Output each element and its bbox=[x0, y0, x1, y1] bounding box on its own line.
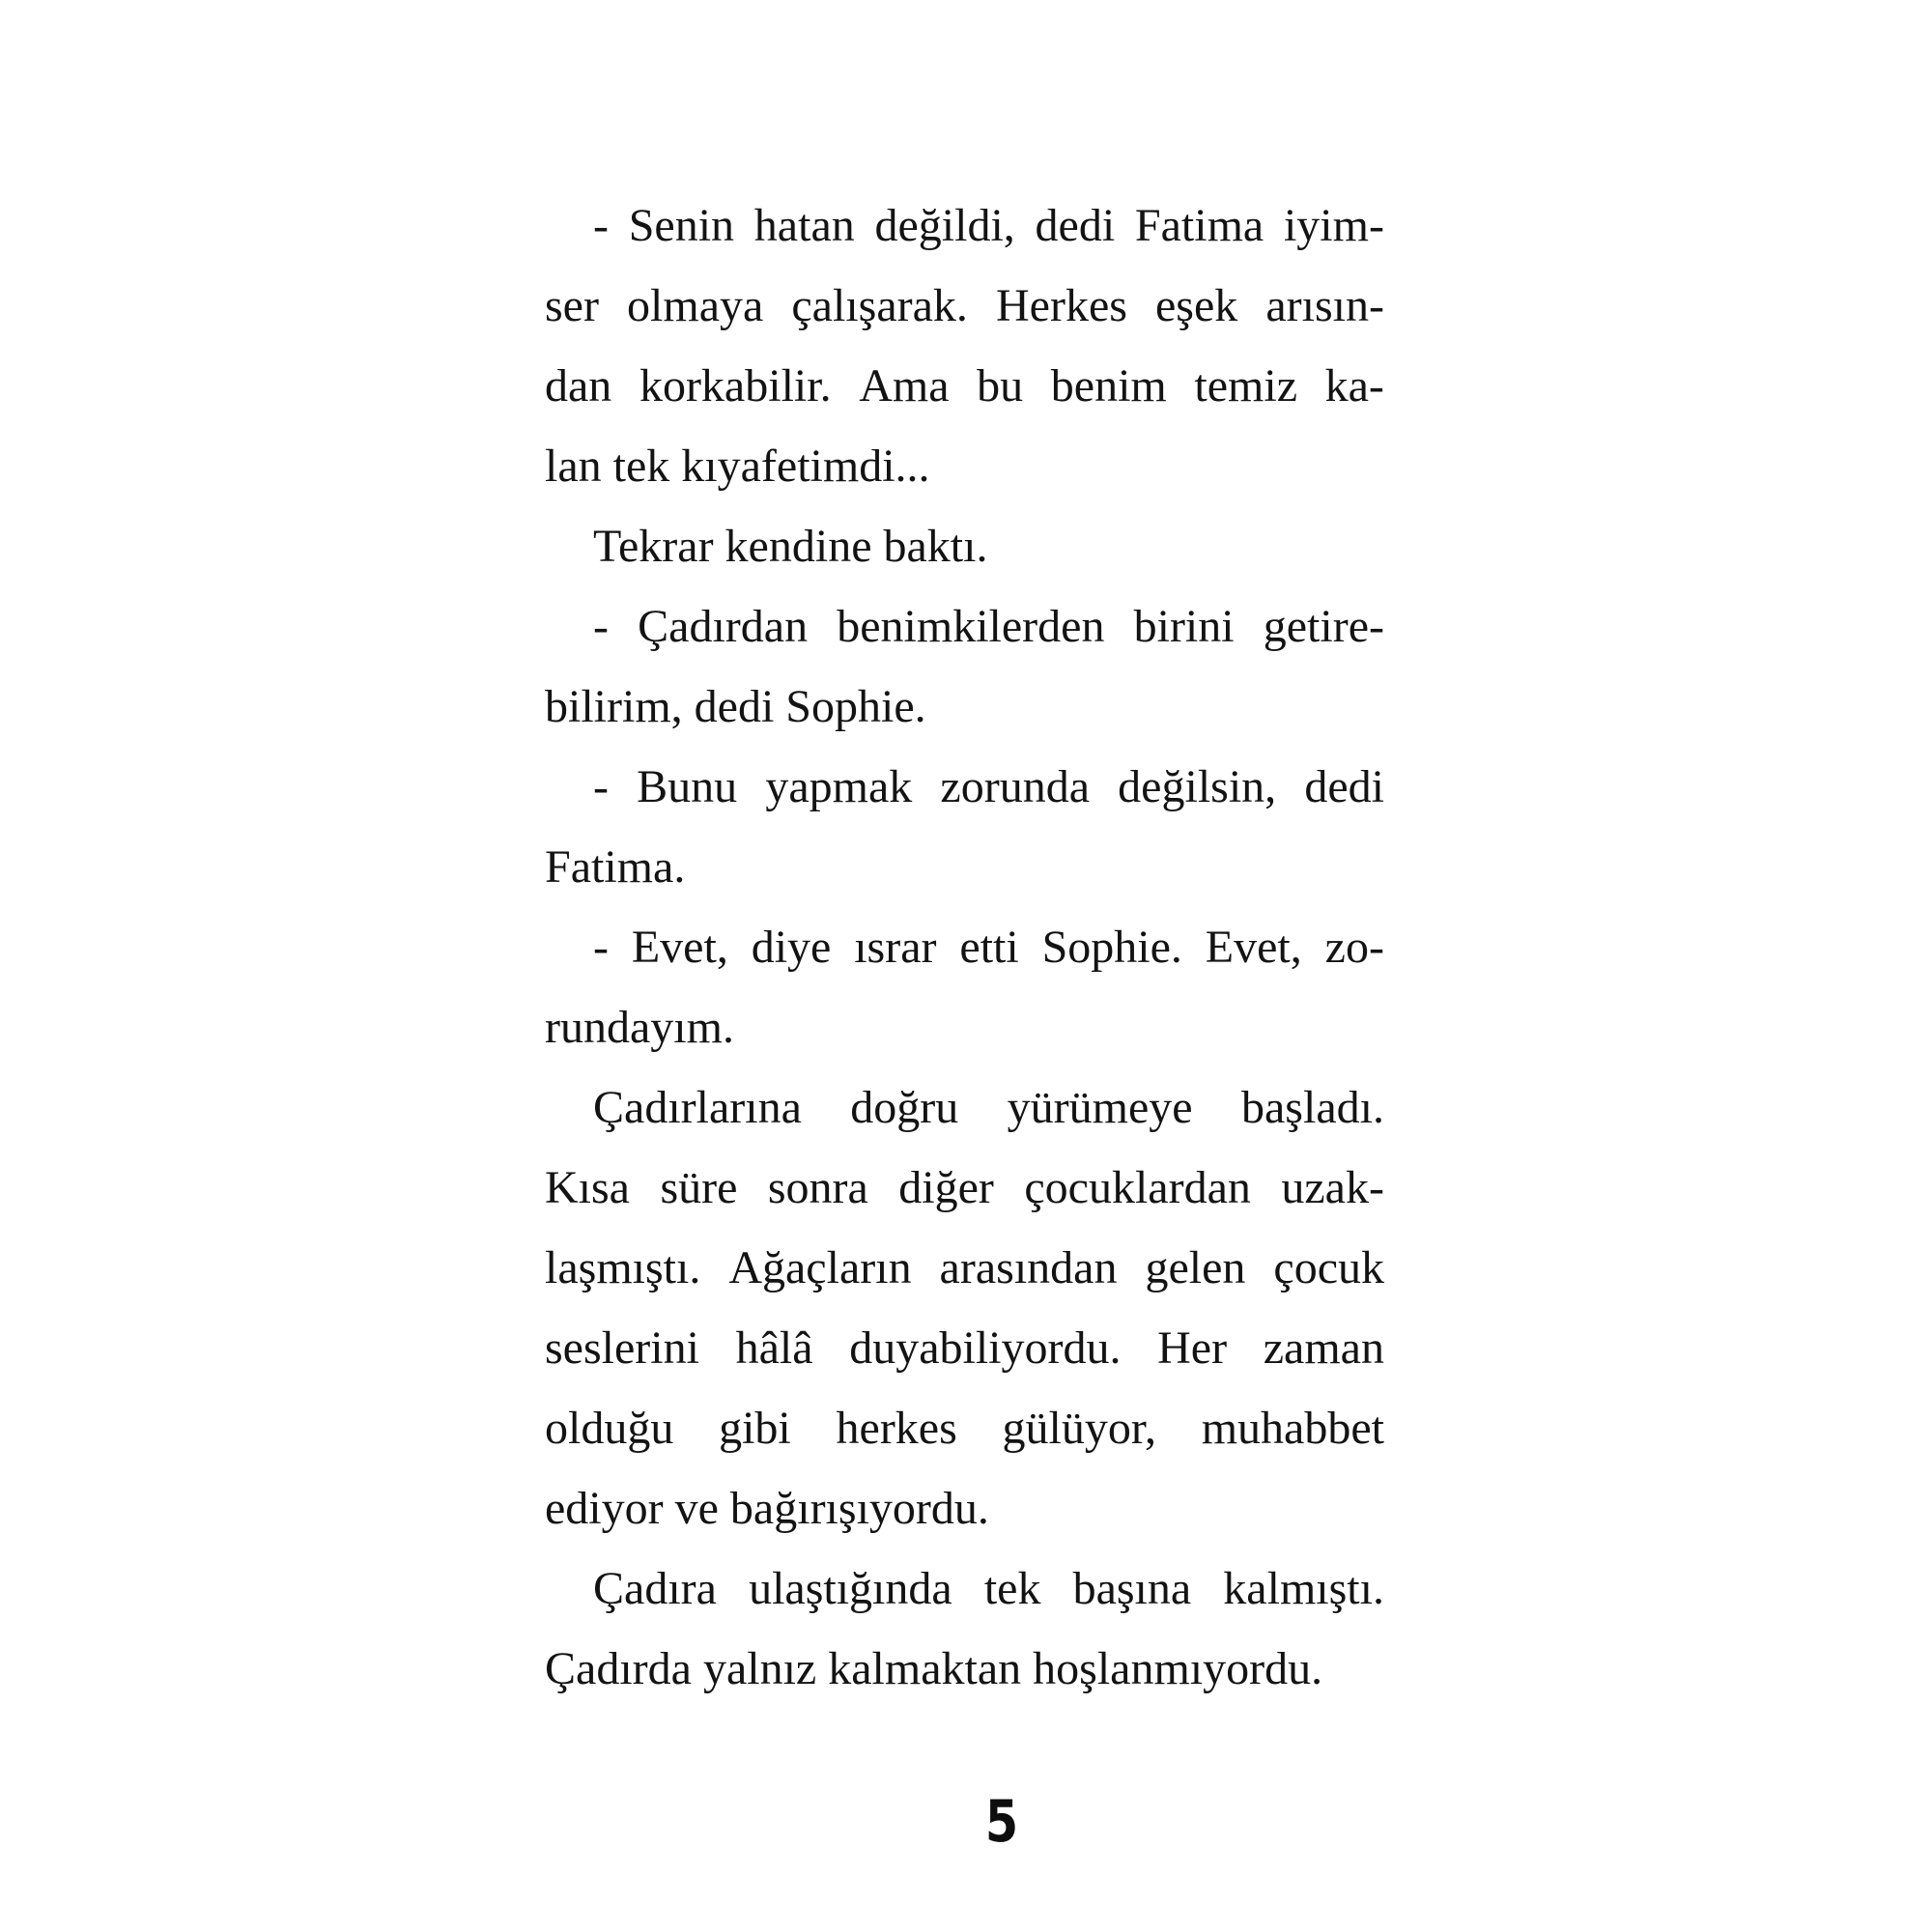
text-line: Kısa süre sonra diğer çocuklardan uzak- bbox=[545, 1162, 1384, 1213]
body-text bbox=[545, 185, 1384, 1709]
text-line: olduğu gibi herkes gülüyor, muhabbet bbox=[545, 1403, 1384, 1454]
text-line: - Evet, diye ısrar etti Sophie. Evet, zo- bbox=[593, 922, 1384, 973]
text-line: - Bunu yapmak zorunda değilsin, dedi bbox=[593, 761, 1384, 812]
text-line: Çadırlarına doğru yürümeye başladı. bbox=[593, 1082, 1384, 1133]
text-line: ediyor ve bağırışıyordu. bbox=[545, 1483, 989, 1534]
page-number: 5 bbox=[984, 1788, 1019, 1856]
text-line: - Senin hatan değildi, dedi Fatima iyim- bbox=[593, 200, 1384, 251]
text-line: laşmıştı. Ağaçların arasından gelen çocuk bbox=[545, 1242, 1384, 1293]
text-line: bilirim, dedi Sophie. bbox=[545, 681, 926, 732]
text-line: Fatima. bbox=[545, 841, 686, 893]
text-line: - Çadırdan benimkilerden birini getire- bbox=[593, 601, 1384, 652]
text-line: Çadıra ulaştığında tek başına kalmıştı. bbox=[593, 1563, 1384, 1614]
text-line: dan korkabilir. Ama bu benim temiz ka- bbox=[545, 360, 1384, 412]
text-line: rundayım. bbox=[545, 1002, 734, 1053]
text-line: Çadırda yalnız kalmaktan hoşlanmıyordu. bbox=[545, 1643, 1323, 1694]
text-line: seslerini hâlâ duyabiliyordu. Her zaman bbox=[545, 1322, 1384, 1374]
text-line: Tekrar kendine baktı. bbox=[593, 521, 988, 572]
text-line: lan tek kıyafetimdi... bbox=[545, 440, 930, 492]
text-line: ser olmaya çalışarak. Herkes eşek arısın- bbox=[545, 280, 1384, 331]
